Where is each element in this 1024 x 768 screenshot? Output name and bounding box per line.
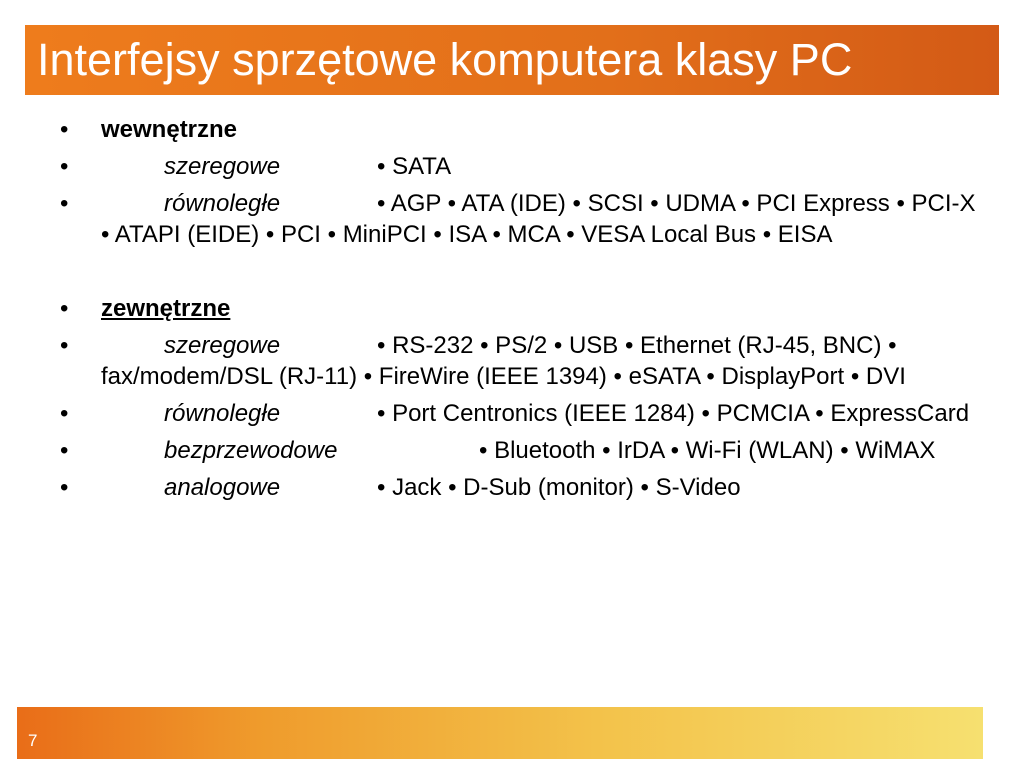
section-heading-internal: wewnętrzne xyxy=(101,116,238,143)
interface-list: • Port Centronics (IEEE 1284) • PCMCIA • ExpressCard xyxy=(377,400,970,427)
interface-list: • RS-232 • PS/2 • USB • Ethernet (RJ-45, BNC) • fax/modem/DSL (RJ-11) • FireWire (IEEE 1394) • eSATA • DisplayPort • DVI xyxy=(101,332,906,390)
interface-list: • Jack • D-Sub (monitor) • S-Video xyxy=(377,474,741,501)
bullet: • xyxy=(60,190,69,217)
slide-content xyxy=(56,114,976,509)
title-bar xyxy=(25,25,999,95)
interface-list: • Bluetooth • IrDA • Wi-Fi (WLAN) • WiMAX xyxy=(479,437,936,464)
list-item-external-heading xyxy=(56,293,976,324)
interface-list: • AGP • ATA (IDE) • SCSI • UDMA • PCI Express • PCI-X • ATAPI (EIDE) • PCI • MiniPCI • ISA • MCA • VESA Local Bus • EISA xyxy=(101,190,976,248)
list-item-internal-heading xyxy=(56,114,976,145)
section-spacer xyxy=(56,256,976,293)
bullet: • xyxy=(60,474,69,501)
category-label: równoległe xyxy=(164,190,281,217)
category-label: szeregowe xyxy=(164,153,281,180)
bullet: • xyxy=(60,116,69,143)
list-item-external-parallel xyxy=(56,398,976,429)
page-number: 7 xyxy=(28,731,38,750)
list-item-internal-serial xyxy=(56,151,976,182)
bullet: • xyxy=(60,437,69,464)
category-label: szeregowe xyxy=(164,332,281,359)
category-label: analogowe xyxy=(164,474,281,501)
bullet: • xyxy=(60,332,69,359)
footer-bar xyxy=(17,707,983,759)
slide-title: Interfejsy sprzętowe komputera klasy PC xyxy=(37,34,853,85)
bullet: • xyxy=(60,295,69,322)
bullet: • xyxy=(60,400,69,427)
section-heading-external: zewnętrzne xyxy=(101,295,231,322)
list-item-external-serial xyxy=(56,330,976,392)
list-item-internal-parallel xyxy=(56,188,976,250)
interface-list: • SATA xyxy=(377,153,452,180)
list-item-external-wireless xyxy=(56,435,976,466)
list-item-external-analog xyxy=(56,472,976,503)
bullet: • xyxy=(60,153,69,180)
category-label: równoległe xyxy=(164,400,281,427)
category-label: bezprzewodowe xyxy=(164,437,338,464)
